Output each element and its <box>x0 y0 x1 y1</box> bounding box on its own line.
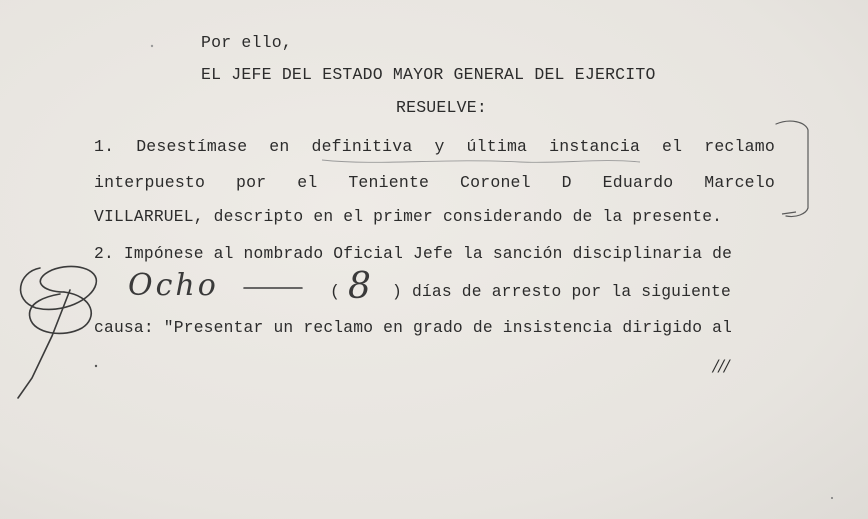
word: instancia <box>549 137 641 156</box>
word: el <box>297 173 318 192</box>
para2-line3: causa: "Presentar un reclamo en grado de insistencia dirigido al <box>94 318 733 337</box>
para1-line3: VILLARRUEL, descripto en el primer considerando de la presente. <box>94 207 723 226</box>
word: definitiva <box>311 137 413 156</box>
word: y <box>434 137 445 156</box>
word: Desestímase <box>136 137 248 156</box>
right-bracket-mark <box>776 121 808 216</box>
word: Marcelo <box>704 173 775 192</box>
para2-open-paren: ( <box>330 282 341 301</box>
resolve-heading: RESUELVE: <box>396 98 487 117</box>
handwritten-days-number: 8 <box>348 266 371 307</box>
para2-line1: 2. Impónese al nombrado Oficial Jefe la sanción disciplinaria de <box>94 244 733 263</box>
bracket-tick-mark <box>782 212 796 214</box>
word: Eduardo <box>602 173 674 192</box>
word: el <box>662 137 683 156</box>
word: reclamo <box>704 137 775 156</box>
continuation-mark: /// <box>713 356 730 375</box>
faint-underline-mark <box>322 160 640 162</box>
word: en <box>269 137 290 156</box>
word: última <box>466 137 528 156</box>
word: por <box>236 173 267 192</box>
word: Coronel <box>460 173 531 192</box>
margin-numeral-eight <box>18 266 96 398</box>
authority-heading: EL JEFE DEL ESTADO MAYOR GENERAL DEL EJERCITO <box>201 65 656 84</box>
paper-speck <box>831 497 833 499</box>
paper-speck <box>151 45 153 47</box>
word: 1. <box>94 137 115 156</box>
word: Teniente <box>348 173 430 192</box>
intro-text: Por ello, <box>201 33 292 52</box>
word: D <box>561 173 572 192</box>
handwritten-days-word: Ocho <box>128 268 219 303</box>
word: interpuesto <box>94 173 206 192</box>
para2-line2-text: ) días de arresto por la siguiente <box>392 282 731 301</box>
paper-speck <box>95 365 97 367</box>
